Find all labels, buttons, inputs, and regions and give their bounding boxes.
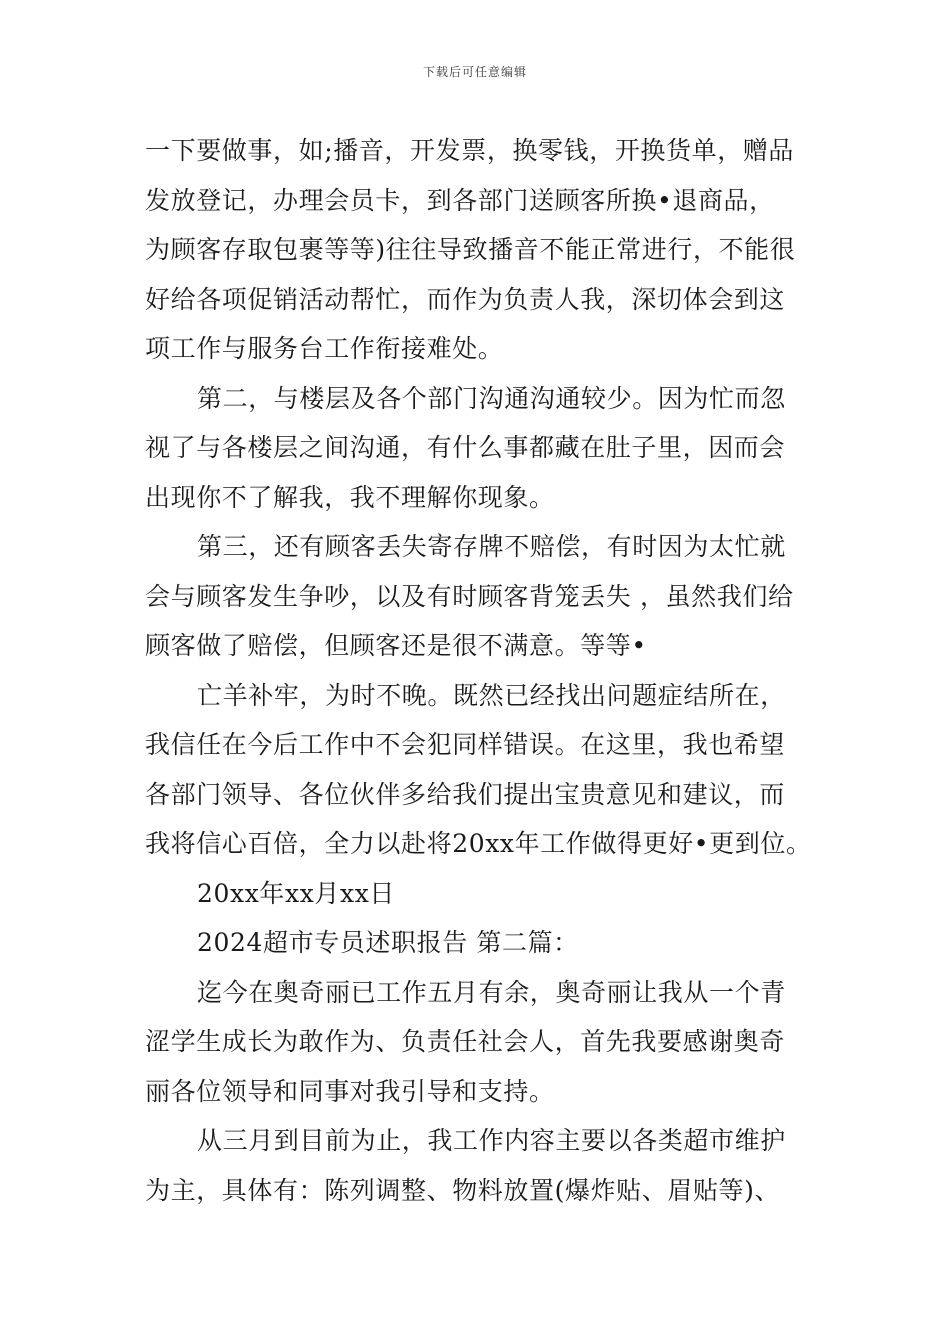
paragraph-first-line: 迄今在奥奇丽已工作五月有余，奥奇丽让我从一个青 xyxy=(197,977,786,1007)
text-line: 为主，具体有：陈列调整、物料放置(爆炸贴、眉贴等)、 xyxy=(145,1175,781,1205)
text-line: 项工作与服务台工作衔接难处。 xyxy=(145,334,504,363)
text-line: 出现你不了解我，我不理解你现象。 xyxy=(145,482,555,512)
text-line: 丽各位领导和同事对我引导和支持。 xyxy=(145,1076,555,1106)
text-line: 会与顾客发生争吵，以及有时顾客背笼丢失 ，虽然我们给 xyxy=(145,581,794,611)
date-line: 20xx年xx月xx日 xyxy=(197,878,396,908)
text-line: 我信任在今后工作中不会犯同样错误。在这里，我也希望 xyxy=(145,730,786,759)
page-header: 下载后可任意编辑 xyxy=(422,65,527,79)
text-line: 我将信心百倍，全力以赴将20xx年工作做得更好•更到位。 xyxy=(145,829,812,858)
document-body xyxy=(145,126,810,1215)
paragraph-first-line: 从三月到目前为止，我工作内容主要以各类超市维护 xyxy=(197,1126,786,1155)
paragraph-first-line: 第二，与楼层及各个部门沟通沟通较少。因为忙而忽 xyxy=(197,383,786,413)
text-line: 各部门领导、各位伙伴多给我们提出宝贵意见和建议，而 xyxy=(145,779,786,809)
paragraph-first-line: 亡羊补牢，为时不晚。既然已经找出问题症结所在， xyxy=(197,680,786,710)
text-line: 顾客做了赔偿，但顾客还是很不满意。等等• xyxy=(145,631,647,660)
text-line: 涩学生成长为敢作为、负责任社会人，首先我要感谢奥奇 xyxy=(145,1027,786,1056)
text-line: 视了与各楼层之间沟通，有什么事都藏在肚子里，因而会 xyxy=(145,433,786,462)
text-line: 一下要做事，如;播音，开发票，换零钱，开换货单，赠品 xyxy=(145,136,795,165)
text-line: 好给各项促销活动帮忙，而作为负责人我，深切体会到这 xyxy=(145,284,786,314)
section-heading: 2024超市专员述职报告 第二篇： xyxy=(197,928,579,957)
paragraph-first-line: 第三，还有顾客丢失寄存牌不赔偿，有时因为太忙就 xyxy=(197,532,786,561)
text-line: 发放登记，办理会员卡，到各部门送顾客所换•退商品， xyxy=(145,185,775,215)
text-line: 为顾客存取包裹等等)往往导致播音不能正常进行，不能很 xyxy=(145,235,796,264)
